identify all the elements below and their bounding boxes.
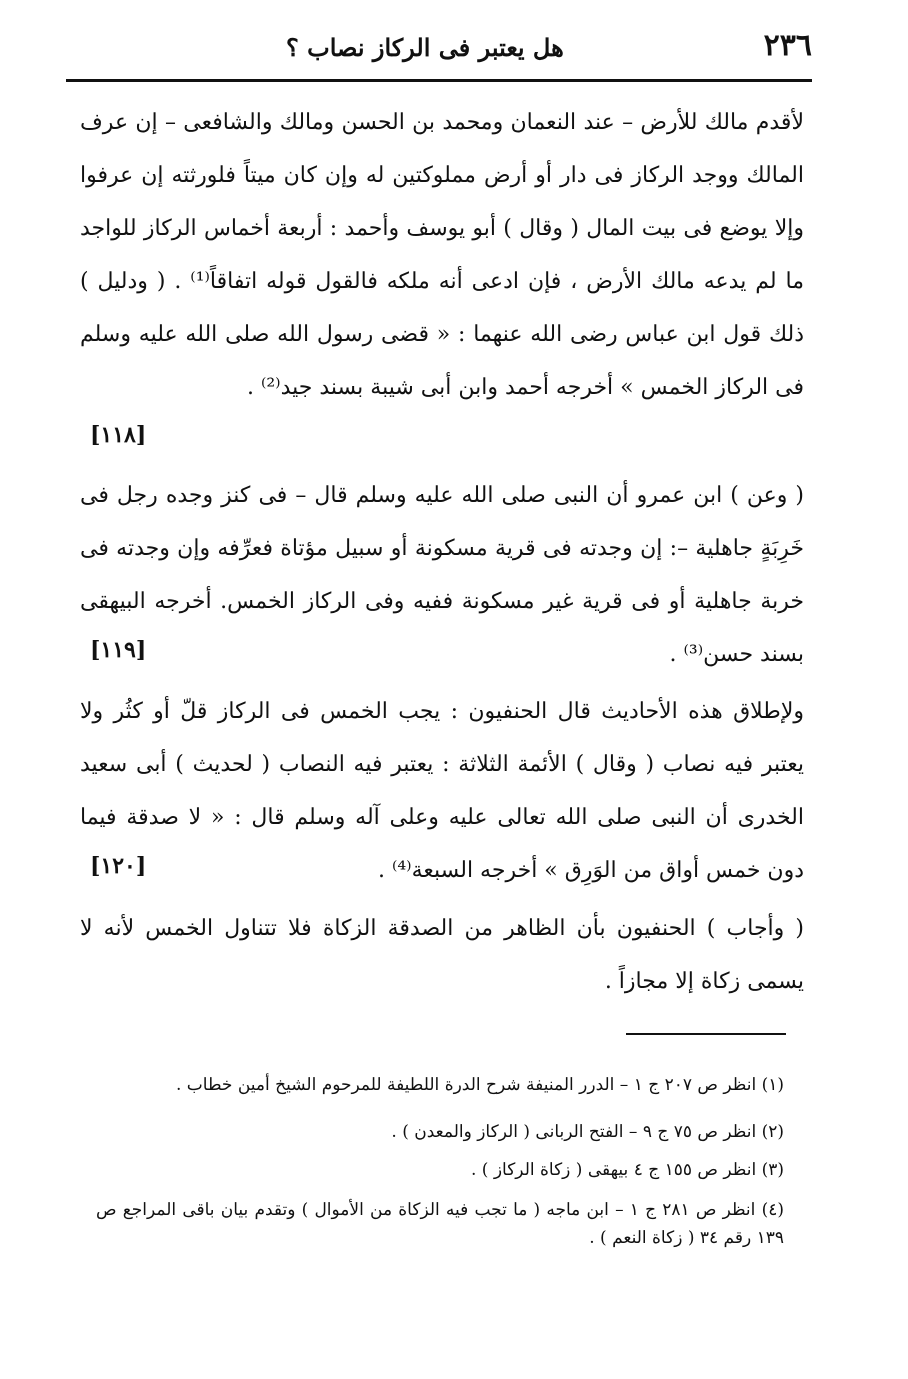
footnote-4: (٤) انظر ص ٢٨١ ج ١ – ابن ماجه ( ما تجب فيه الزكاة من الأموال ) وتقدم بيان باقى المراجع ص ١٣٩ رقم ٣٤ ( زكاة النعم ) . <box>96 1200 784 1248</box>
hadith-ref-118: [١١٨] <box>90 422 147 448</box>
footnote-rule <box>626 1033 786 1035</box>
page-number: ٢٣٦ <box>763 28 812 63</box>
footnote-3: (٣) انظر ص ١٥٥ ج ٤ بيهقى ( زكاة الركاز ) . <box>470 1160 784 1180</box>
paragraph-4: ( وأجاب ) الحنفيون بأن الظاهر من الصدقة الزكاة فلا تتناول الخمس لأنه لا يسمى زكاة إلا مجازاً . <box>80 916 804 994</box>
footnote-2: (٢) انظر ص ٧٥ ج ٩ – الفتح الربانى ( الركاز والمعدن ) . <box>391 1122 784 1142</box>
paragraph-2: ( وعن ) ابن عمرو أن النبى صلى الله عليه وسلم قال – فى كنز وجده رجل فى خَرِبَةٍ جاهلية –: إن وجدته فى قرية مسكونة أو سبيل مؤتاة فعرِّفه وإن وجدته فى خربة جاهلية أو فى قرية غير مسكونة ففيه وفى الركاز الخمس. أخرجه البيهقى بسند حسن⁽³⁾ . <box>80 483 804 667</box>
running-title: هل يعتبر فى الركاز نصاب ؟ <box>286 33 564 62</box>
hadith-ref-119: [١١٩] <box>90 637 147 663</box>
header-rule <box>66 79 812 82</box>
page-header <box>66 26 812 70</box>
footnote-1: (١) انظر ص ٢٠٧ ج ١ – الدرر المنيفة شرح الدرة اللطيفة للمرحوم الشيخ أمين خطاب . <box>176 1075 784 1095</box>
hadith-ref-120: [١٢٠] <box>90 853 147 879</box>
paragraph-3: ولإطلاق هذه الأحاديث قال الحنفيون : يجب الخمس فى الركاز قلّ أو كثُر ولا يعتبر فيه نصاب ( وقال ) الأئمة الثلاثة : يعتبر فيه النصاب ( لحديث ) أبى سعيد الخدرى أن النبى صلى الله تعالى عليه وعلى آله وسلم قال : « لا صدقة فيما دون خمس أواق من الوَرِق » أخرجه السبعة⁽⁴⁾ . <box>80 699 804 883</box>
paragraph-1: لأقدم مالك للأرض – عند النعمان ومحمد بن الحسن ومالك والشافعى – إن عرف المالك ووجد الركاز فى دار أو أرض مملوكتين له وإن كان ميتاً فلورثته إن عرفوا وإلا يوضع فى بيت المال ( وقال ) أبو يوسف وأحمد : أربعة أخماس الركاز للواجد ما لم يدعه مالك الأرض ، فإن ادعى أنه ملكه فالقول قوله اتفاقاً⁽¹⁾ . ( ودليل ) ذلك قول ابن عباس رضى الله عنهما : « قضى رسول الله صلى الله عليه وسلم فى الركاز الخمس » أخرجه أحمد وابن أبى شيبة بسند جيد⁽²⁾ . <box>80 110 804 400</box>
